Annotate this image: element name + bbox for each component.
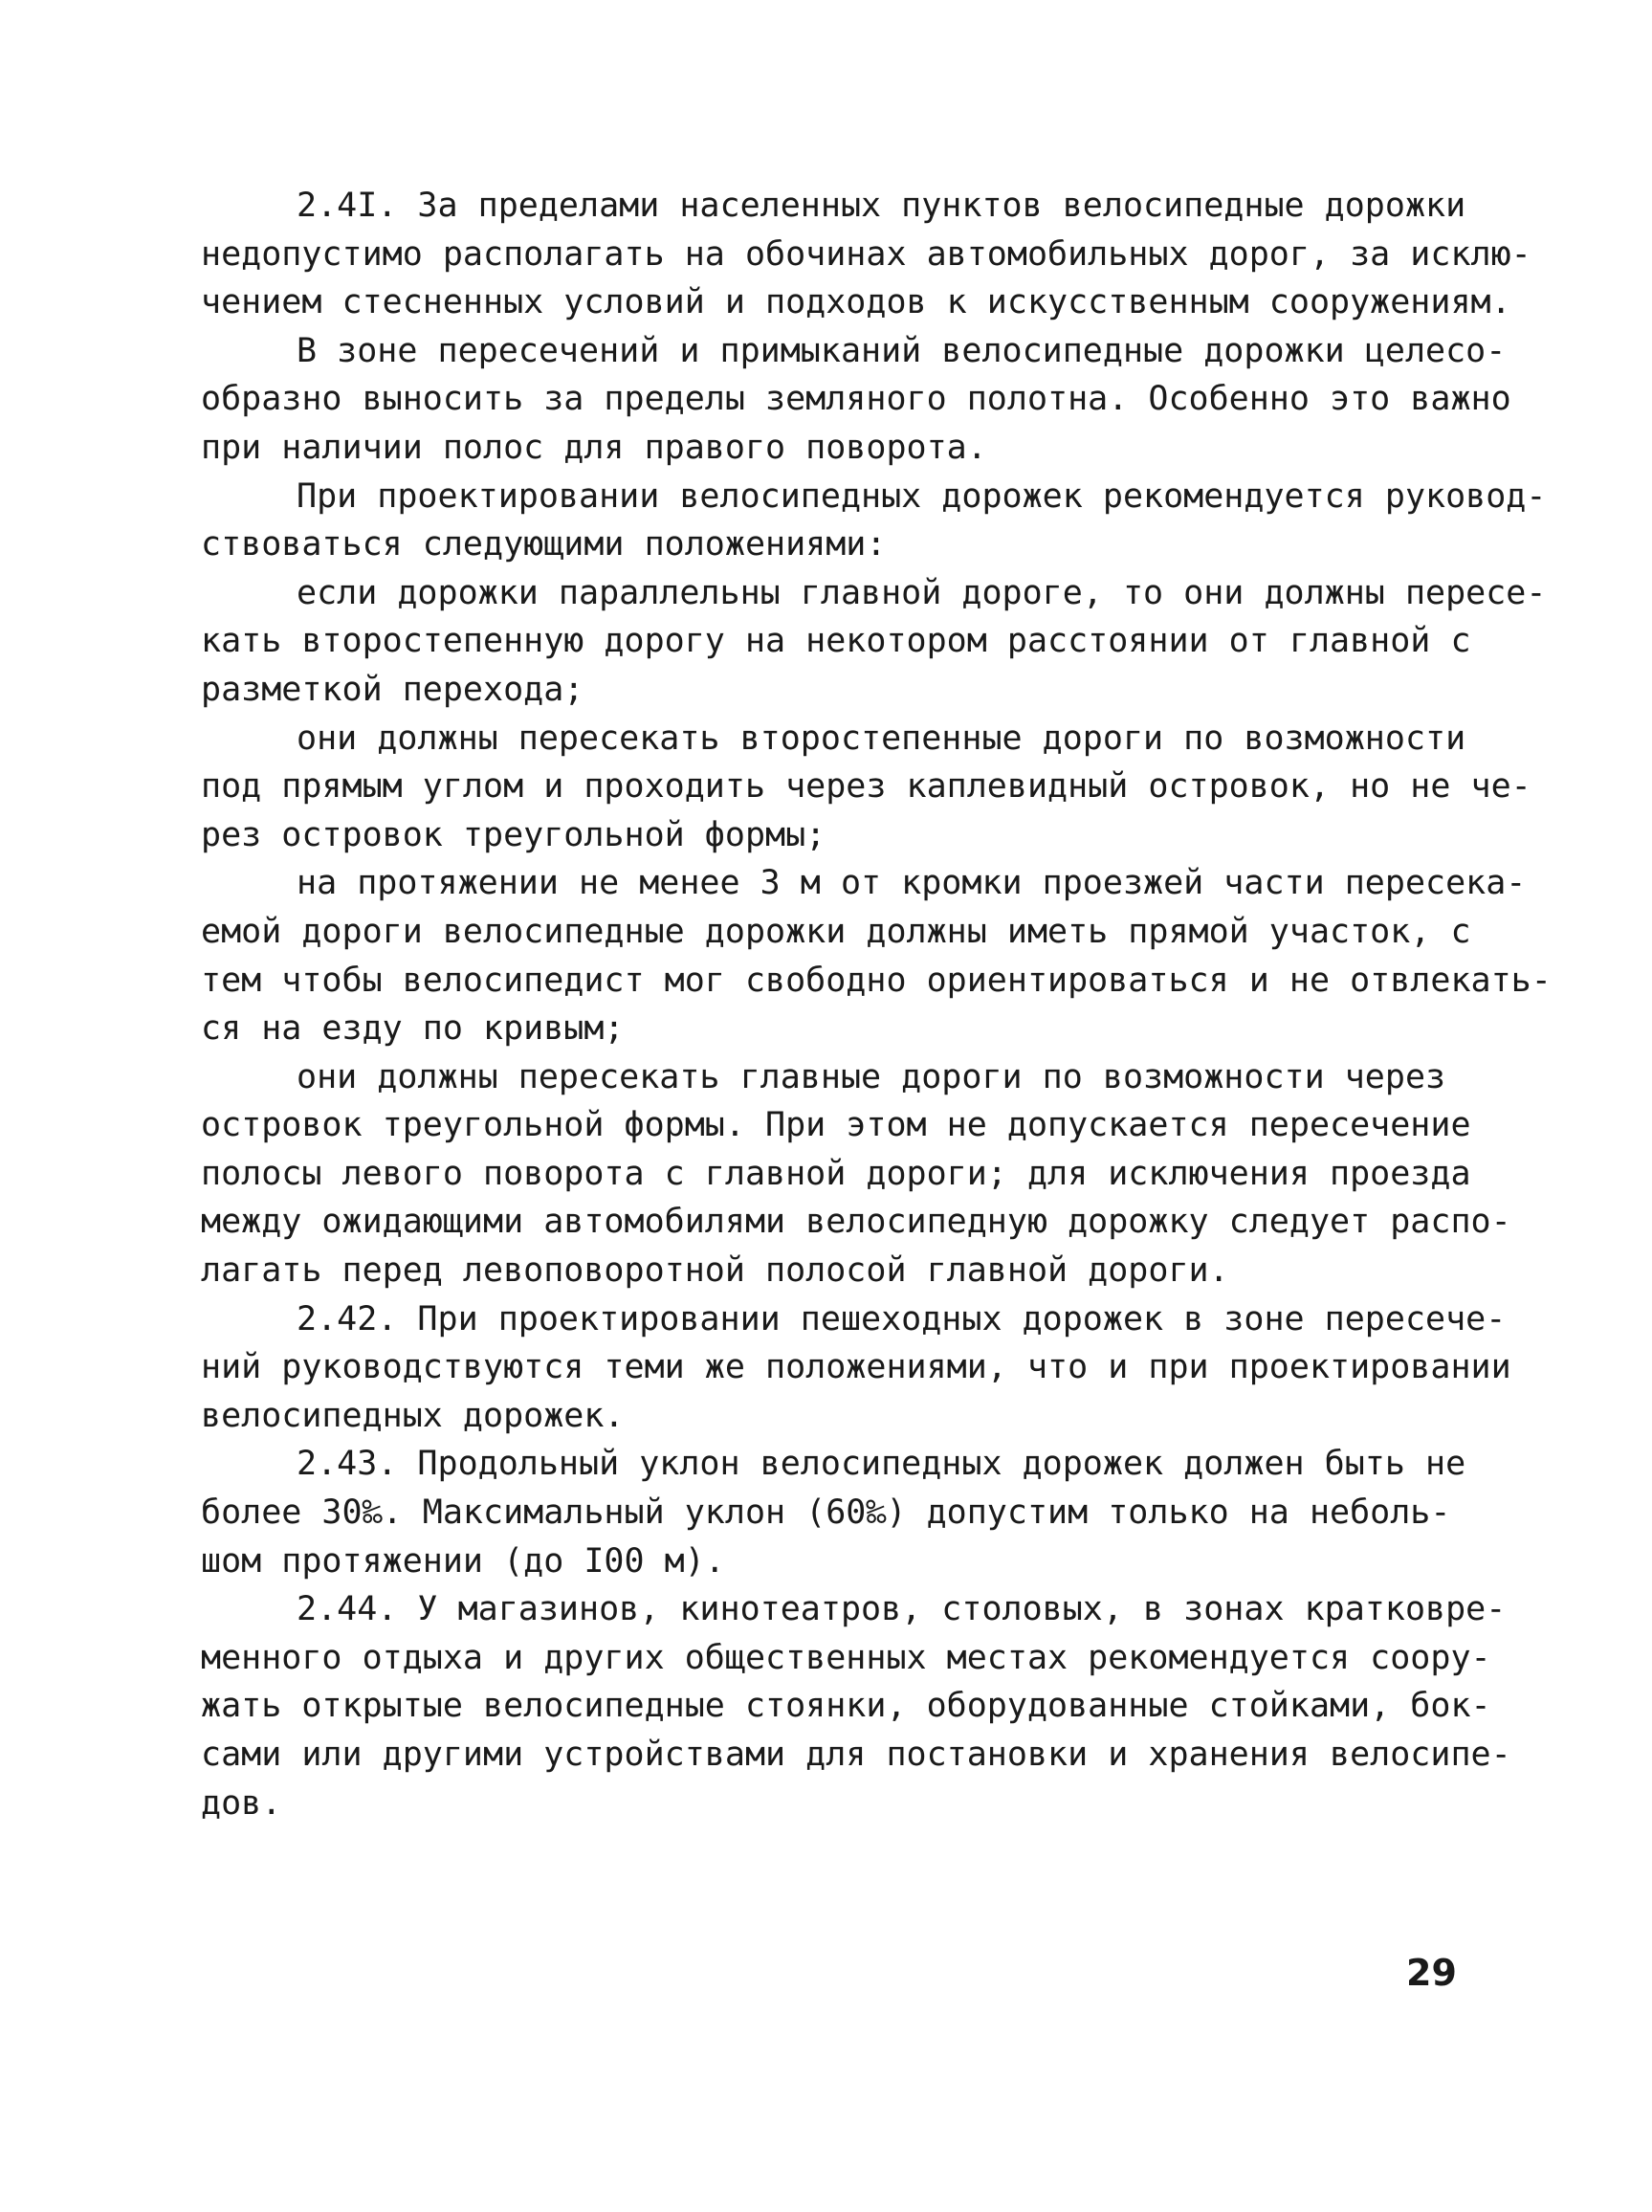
text-line: недопустимо располагать на обочинах автомобильных дорог, за исклю- [201,234,1531,274]
text-line: ствоваться следующими положениями: [201,525,887,564]
text-line: 2.4I. За пределами населенных пунктов велосипедные дорожки [297,187,1466,225]
text-line: они должны пересекать главные дороги по возможности через [297,1057,1446,1096]
text-line: 2.42. При проектировании пешеходных дорожек в зоне пересече- [297,1299,1507,1338]
text-line: если дорожки параллельны главной дороге, то они должны пересе- [297,573,1547,612]
text-line: сами или другими устройствами для постановки и хранения велосипе- [201,1736,1511,1774]
text-line: образно выносить за пределы земляного полотна. Особенно это важно [201,380,1511,419]
text-line: островок треугольной формы. При этом не допускается пересечение [201,1106,1471,1145]
body-text [201,182,1552,1827]
text-line: емой дороги велосипедные дорожки должны иметь прямой участок, с [201,912,1471,951]
text-line: ний руководствуются теми же положениями, что и при проектировании [201,1348,1511,1387]
text-line: лагать перед левоповоротной полосой главной дороги. [201,1251,1229,1291]
text-line: 2.44. У магазинов, кинотеатров, столовых, в зонах кратковре- [297,1590,1507,1629]
text-line: велосипедных дорожек. [201,1396,625,1435]
text-line: между ожидающими автомобилями велосипедную дорожку следует распо- [201,1203,1511,1242]
text-line: под прямым углом и проходить через каплевидный островок, но не че- [201,767,1531,807]
page-number: 29 [1406,1952,1457,1994]
text-line: на протяжении не менее 3 м от кромки проезжей части пересека- [297,864,1527,903]
text-line: разметкой перехода; [201,670,584,709]
text-line: 2.43. Продольный уклон велосипедных дорожек должен быть не [297,1445,1466,1484]
text-line: В зоне пересечений и примыканий велосипедные дорожки целесо- [297,331,1507,370]
text-line: полосы левого поворота с главной дороги; для исключения проезда [201,1154,1471,1193]
text-line: при наличии полос для правого поворота. [201,428,987,467]
text-line: рез островок треугольной формы; [201,815,826,854]
text-line: ся на езду по кривым; [201,1009,625,1049]
text-line: жать открытые велосипедные стоянки, оборудованные стойками, бок- [201,1687,1491,1726]
text-line: дов. [201,1783,282,1823]
text-line: тем чтобы велосипедист мог свободно ориентироваться и не отвлекать- [201,961,1552,1000]
text-line: чением стесненных условий и подходов к искусственным сооружениям. [201,283,1511,322]
text-line: При проектировании велосипедных дорожек рекомендуется руковод- [297,476,1547,516]
text-line: они должны пересекать второстепенные дороги по возможности [297,719,1466,758]
text-line: кать второстепенную дорогу на некотором расстоянии от главной с [201,622,1471,661]
text-line: шом протяжении (до I00 м). [201,1541,725,1581]
text-line: менного отдыха и других общественных местах рекомендуется соору- [201,1638,1491,1677]
text-line: более 30‰. Максимальный уклон (60‰) допустим только на неболь- [201,1493,1451,1533]
